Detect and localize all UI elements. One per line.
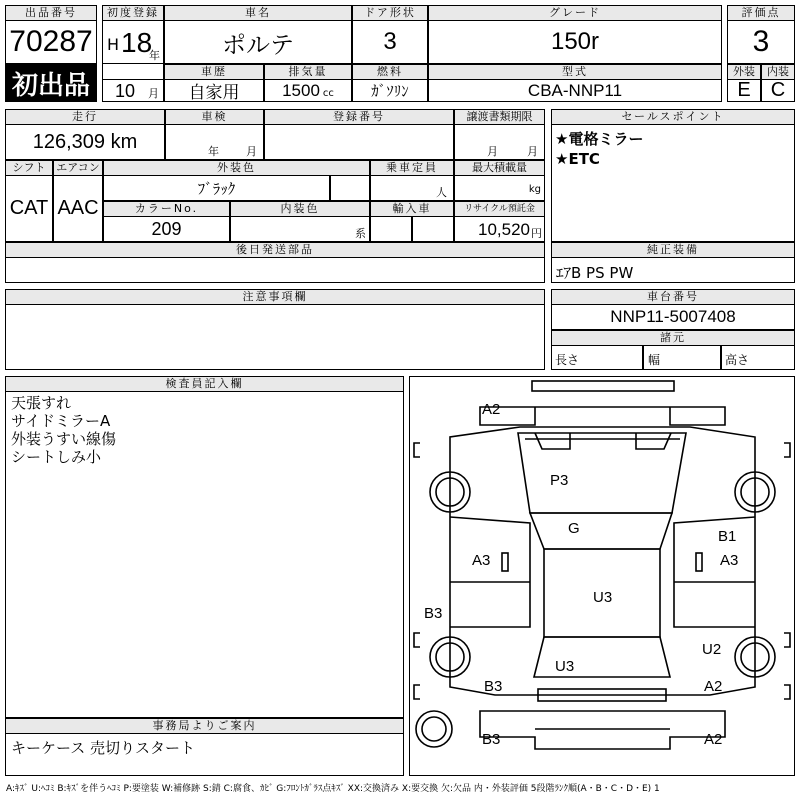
rear-view — [480, 711, 725, 749]
shift: CAT — [5, 175, 53, 242]
windshield — [530, 513, 672, 549]
recycle-label: リサイクル預託金 — [454, 201, 545, 217]
year-unit: 年 — [149, 49, 160, 62]
import-a — [370, 216, 412, 242]
ext-color-label: 外装色 — [103, 160, 370, 176]
damage-marks — [424, 401, 738, 748]
mileage: 126,309 km — [5, 124, 165, 160]
month-unit: 月 — [148, 87, 159, 100]
mark: B3 — [482, 731, 501, 748]
mark: G — [568, 520, 580, 537]
equipment: ｴｱB PS PW — [551, 257, 795, 283]
displacement-value: 1500 — [282, 80, 320, 100]
mark: B3 — [484, 678, 503, 695]
ac-label: エアコン — [53, 160, 103, 176]
reg-year: 18 — [121, 27, 153, 58]
interior-grade: C — [761, 79, 795, 102]
reg-no-label: 登録番号 — [264, 109, 454, 125]
displacement — [264, 79, 352, 102]
first-reg-year — [102, 20, 164, 64]
transfer-month-unit: 月 — [487, 145, 498, 158]
hood — [518, 433, 686, 513]
mark: B1 — [718, 528, 737, 545]
interior-label: 内装 — [761, 64, 795, 80]
chassis-label: 車台番号 — [551, 289, 795, 305]
spare-wheel-inner — [422, 717, 446, 741]
headlight-top — [535, 433, 671, 449]
displacement-label: 排気量 — [264, 64, 352, 80]
door-handle-left — [502, 553, 508, 571]
bracket-left-3 — [414, 685, 420, 699]
recycle-value: 10,520 — [478, 220, 530, 239]
mark: B3 — [424, 605, 443, 622]
door-handle-right — [696, 553, 702, 571]
lot-number: 70287 — [5, 20, 97, 64]
load-label: 最大積載量 — [454, 160, 545, 176]
era: H — [107, 35, 120, 54]
first-listing-badge: 初出品 — [5, 64, 97, 102]
inspector-line: シートしみ小 — [11, 448, 102, 466]
reg-year-spacer — [102, 64, 164, 79]
load-unit: kg — [528, 184, 541, 195]
length — [551, 345, 643, 370]
inspector-line: サイドミラーA — [11, 412, 111, 430]
color-no: 209 — [103, 216, 230, 242]
import-label: 輸入車 — [370, 201, 454, 217]
capacity — [370, 175, 454, 201]
car-name-label: 車名 — [164, 5, 352, 21]
equipment-label: 純正装備 — [551, 242, 795, 258]
later-parts-label: 後日発送部品 — [5, 242, 545, 258]
exterior-grade: E — [727, 79, 761, 102]
yen-unit: 円 — [531, 227, 542, 240]
width-label: 幅 — [648, 353, 661, 367]
sales-points — [551, 124, 795, 242]
grade: 150r — [428, 20, 722, 64]
front-bumper-top — [532, 381, 674, 391]
damage-diagram — [409, 376, 795, 776]
sales-point: ★電格ミラー — [555, 130, 644, 148]
ext-color-extra — [330, 175, 370, 201]
insp-month-unit: 月 — [246, 145, 257, 158]
mark: A3 — [720, 552, 739, 569]
sales-point: ★ETC — [555, 150, 600, 168]
int-color-unit: 系 — [355, 227, 366, 240]
ext-color: ﾌﾞﾗｯｸ — [103, 175, 330, 201]
bracket-right — [784, 443, 790, 457]
inspector-line: 外装うすい線傷 — [11, 430, 117, 448]
fuel-label: 燃料 — [352, 64, 428, 80]
fuel: ｶﾞｿﾘﾝ — [352, 79, 428, 102]
office-label: 事務局よりご案内 — [5, 718, 404, 734]
reg-no — [264, 124, 454, 160]
transfer-day-unit: 月 — [527, 145, 538, 158]
capacity-unit: 人 — [436, 186, 447, 199]
cc-unit: cc — [322, 87, 334, 99]
caution-label: 注意事項欄 — [5, 289, 545, 305]
height — [721, 345, 795, 370]
shift-label: シフト — [5, 160, 53, 176]
reg-month: 10 — [115, 81, 136, 101]
mark: A2 — [704, 731, 723, 748]
inspector-line: 天張すれ — [11, 394, 72, 412]
inspection — [165, 124, 264, 160]
capacity-label: 乗車定員 — [370, 160, 454, 176]
doors: 3 — [352, 20, 428, 64]
office-note: キーケース 売切りスタート — [5, 733, 404, 776]
inspector-label: 検査員記入欄 — [5, 376, 404, 392]
door-right — [674, 517, 755, 627]
dimensions-label: 諸元 — [551, 330, 795, 346]
inspection-label: 車検 — [165, 109, 264, 125]
car-name: ポルテ — [164, 20, 352, 64]
front-bumper — [480, 407, 725, 425]
mark: A2 — [704, 678, 723, 695]
int-color — [230, 216, 370, 242]
insp-year-unit: 年 — [208, 145, 219, 158]
door-left — [450, 517, 530, 627]
legend-footer: A:ｷｽﾞ U:ﾍｺﾐ B:ｷｽﾞを伴うﾍｺﾐ P:要塗装 W:補修跡 S:錆 C:腐食、ｶﾋﾞ G:ﾌﾛﾝﾄｶﾞﾗｽ点ｷｽﾞ XX:交換済み X:要交換 欠:欠品 内・外装評価 5段階ﾗﾝｸ順(A・B・C・D・E) 1 — [6, 784, 660, 794]
height-label: 高さ — [725, 353, 750, 367]
history-label: 車歴 — [164, 64, 264, 80]
recycle — [454, 216, 545, 242]
mileage-label: 走行 — [5, 109, 165, 125]
color-no-label: カラーNo. — [103, 201, 230, 217]
score: 3 — [727, 20, 795, 64]
sales-label: セールスポイント — [551, 109, 795, 125]
first-reg-month — [102, 79, 164, 102]
int-color-label: 内装色 — [230, 201, 370, 217]
chassis: NNP11-5007408 — [551, 304, 795, 330]
mark: U3 — [555, 658, 575, 675]
bracket-left — [414, 443, 420, 457]
car-outline — [410, 377, 794, 775]
score-label: 評価点 — [727, 5, 795, 21]
import-b — [412, 216, 454, 242]
grade-label: グレード — [428, 5, 722, 21]
first-reg-label: 初度登録 — [102, 5, 164, 21]
mark: A2 — [482, 401, 501, 418]
caution — [5, 304, 545, 370]
mark: U2 — [702, 641, 722, 658]
doors-label: ドア形状 — [352, 5, 428, 21]
mark: A3 — [472, 552, 491, 569]
bracket-left-2 — [414, 633, 420, 647]
load — [454, 175, 545, 201]
model-label: 型式 — [428, 64, 722, 80]
inspector-notes — [5, 391, 404, 718]
bracket-right-2 — [784, 633, 790, 647]
mark: U3 — [593, 589, 613, 606]
history: 自家用 — [164, 79, 264, 102]
lot-no-label: 出品番号 — [5, 5, 97, 21]
transfer — [454, 124, 545, 160]
width — [643, 345, 721, 370]
ac: AAC — [53, 175, 103, 242]
later-parts — [5, 257, 545, 283]
transfer-label: 譲渡書類期限 — [454, 109, 545, 125]
mark: P3 — [550, 472, 569, 489]
model: CBA-NNP11 — [428, 79, 722, 102]
length-label: 長さ — [555, 353, 580, 367]
exterior-label: 外装 — [727, 64, 761, 80]
bracket-right-3 — [784, 685, 790, 699]
